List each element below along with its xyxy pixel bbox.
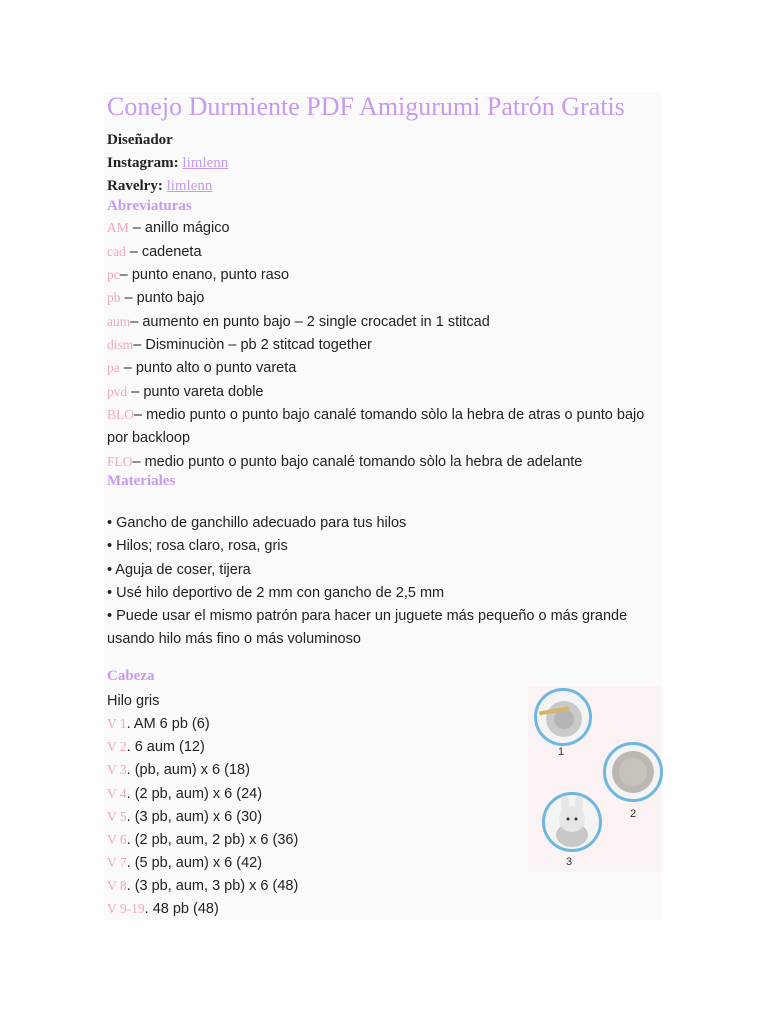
document-page [104, 92, 662, 920]
material-item: • Aguja de coser, tijera [107, 562, 251, 578]
abbreviation-item: pa – punto alto o punto vareta [107, 360, 297, 376]
step-2-image [603, 742, 663, 802]
row-item: V 1. AM 6 pb (6) [107, 716, 210, 732]
abbreviation-item: por backloop [107, 430, 191, 446]
ravelry-line [107, 178, 212, 195]
instagram-link[interactable]: limlenn [182, 155, 229, 171]
step-1-image [534, 688, 592, 746]
abbreviation-item: AM – anillo mágico [107, 220, 230, 236]
step-3-image [542, 792, 602, 852]
row-item: V 4. (2 pb, aum) x 6 (24) [107, 786, 263, 802]
abbreviation-item: dism– Disminuciòn – pb 2 stitcad together [107, 337, 372, 353]
head-heading: Cabeza [107, 668, 155, 684]
instagram-line [107, 155, 228, 172]
ravelry-label: Ravelry: [107, 178, 163, 194]
material-item: • Gancho de ganchillo adecuado para tus hilos [107, 515, 407, 531]
materials-heading: Materiales [107, 473, 176, 489]
step-3-number: 3 [566, 856, 573, 868]
row-item: V 9-19. 48 pb (48) [107, 901, 219, 917]
abbreviations-heading: Abreviaturas [107, 198, 192, 214]
row-item: V 8. (3 pb, aum, 3 pb) x 6 (48) [107, 878, 299, 894]
material-item: • Usé hilo deportivo de 2 mm con gancho de 2,5 mm [107, 585, 445, 601]
row-item: V 6. (2 pb, aum, 2 pb) x 6 (36) [107, 832, 299, 848]
row-item: V 5. (3 pb, aum) x 6 (30) [107, 809, 263, 825]
row-item: V 2. 6 aum (12) [107, 739, 205, 755]
material-item: • Puede usar el mismo patrón para hacer un juguete más pequeño o más grande [107, 608, 628, 624]
abbreviation-item: FLO– medio punto o punto bajo canalé tomando sòlo la hebra de adelante [107, 454, 583, 470]
page-title: Conejo Durmiente PDF Amigurumi Patrón Gratis [107, 92, 625, 121]
step-2-number: 2 [630, 808, 637, 820]
abbreviation-item: pvd – punto vareta doble [107, 384, 264, 400]
head-steps-photo [528, 686, 662, 872]
abbreviation-item: pb – punto bajo [107, 290, 205, 306]
ravelry-link[interactable]: limlenn [166, 178, 213, 194]
yarn-line: Hilo gris [107, 693, 160, 709]
material-item: • Hilos; rosa claro, rosa, gris [107, 538, 288, 554]
designer-label: Diseñador [107, 132, 173, 148]
row-item: V 7. (5 pb, aum) x 6 (42) [107, 855, 263, 871]
abbreviation-item: pc– punto enano, punto raso [107, 267, 290, 283]
step-1-number: 1 [558, 746, 565, 758]
abbreviation-item: aum– aumento en punto bajo – 2 single crocadet in 1 stitcad [107, 314, 490, 330]
row-item: V 3. (pb, aum) x 6 (18) [107, 762, 250, 778]
instagram-label: Instagram: [107, 155, 179, 171]
abbreviation-item: cad – cadeneta [107, 244, 202, 260]
abbreviation-item: BLO– medio punto o punto bajo canalé tomando sòlo la hebra de atras o punto bajo [107, 407, 645, 423]
material-item: usando hilo más fino o más voluminoso [107, 631, 361, 647]
